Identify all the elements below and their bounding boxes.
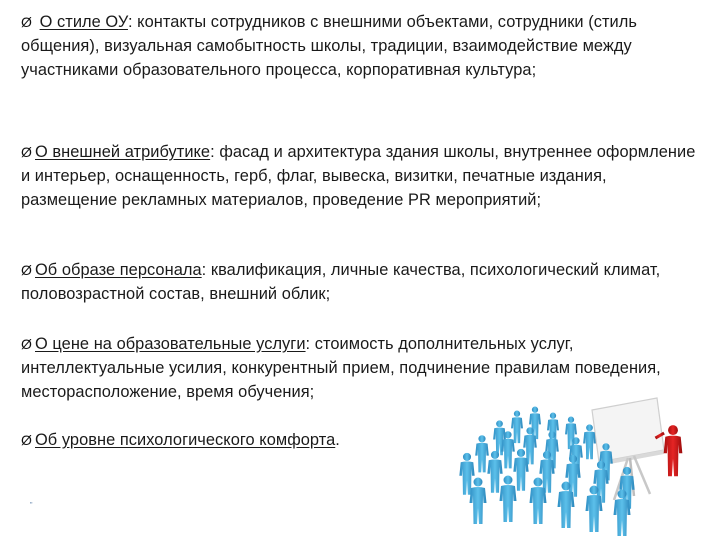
item-text: : фасад и архитектура здания школы, внутреннее оформление и интерьер, оснащенность, герб, флаг, вывеска, визитки, печатные издания, размещение рекламных материалов, проведение PR мероприятий; <box>21 143 696 209</box>
item-text: : квалификация, личные качества, психологический климат, половозрастной состав, внешний облик; <box>21 261 661 303</box>
list-item-attributes <box>21 140 701 212</box>
item-lead: О внешней атрибутике <box>35 143 211 161</box>
tiny-mark: " <box>30 502 33 509</box>
arrow-bullet-icon: Ø <box>21 336 32 352</box>
item-lead: Об уровне психологического комфорта <box>35 431 336 449</box>
list-item-personnel <box>21 258 701 306</box>
arrow-bullet-icon: Ø <box>21 262 32 278</box>
arrow-bullet-icon: Ø <box>21 14 32 30</box>
item-lead: О цене на образовательные услуги <box>35 335 306 353</box>
item-text: : контакты сотрудников с внешними объектами, сотрудники (стиль общения), визуальная самобытность школы, традиции, взаимодействие между участниками образовательного процесса, корпоративная культура; <box>21 13 637 79</box>
arrow-bullet-icon: Ø <box>21 144 32 160</box>
arrow-bullet-icon: Ø <box>21 432 32 448</box>
item-lead: Об образе персонала <box>35 261 202 279</box>
item-text: . <box>335 431 340 449</box>
item-text: : стоимость дополнительных услуг, интеллектуальные усилия, конкурентный прием, подчинение правилам поведения, месторасположение, время обучения; <box>21 335 661 401</box>
item-lead: О стиле ОУ <box>39 13 128 31</box>
list-item-style <box>21 10 701 82</box>
list-item-price <box>21 332 701 404</box>
crowd-with-presentation-board-icon <box>452 396 714 540</box>
